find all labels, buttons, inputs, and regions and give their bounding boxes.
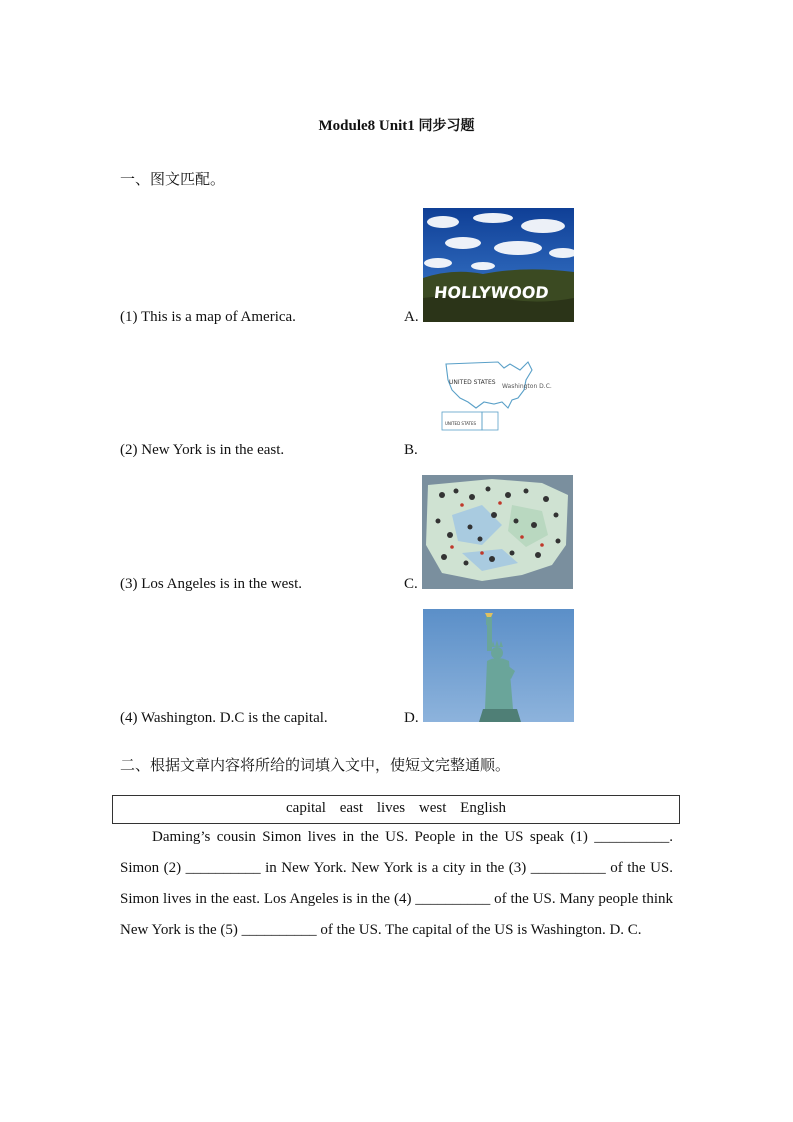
statue-of-liberty-photo bbox=[423, 609, 574, 722]
match-row-3 bbox=[0, 573, 793, 595]
match-sentence-2: (2) New York is in the east. bbox=[120, 442, 285, 458]
hollywood-sign-photo bbox=[423, 208, 574, 322]
option-letter-c: C. bbox=[404, 576, 418, 592]
word-bank-item: English bbox=[460, 800, 506, 816]
match-sentence-3: (3) Los Angeles is in the west. bbox=[120, 576, 303, 592]
match-row-2 bbox=[0, 439, 793, 461]
word-bank-item: lives bbox=[376, 800, 406, 816]
word-bank-item: east bbox=[339, 800, 364, 816]
option-letter-d: D. bbox=[404, 710, 419, 726]
hollywood-sign-text: HOLLYWOOD bbox=[433, 283, 550, 302]
section1-heading: 一、图文匹配。 bbox=[120, 170, 226, 188]
map-inset-label: UNITED STATES bbox=[445, 421, 477, 426]
word-bank-item: capital bbox=[286, 800, 326, 816]
match-row-4 bbox=[0, 707, 793, 729]
match-row-1 bbox=[0, 306, 793, 328]
match-sentence-1: (1) This is a map of America. bbox=[120, 309, 296, 325]
option-letter-b: B. bbox=[404, 442, 418, 458]
us-outline-map-icon bbox=[440, 358, 558, 432]
word-bank-item: west bbox=[418, 800, 447, 816]
map-capital-label: Washington D.C. bbox=[502, 383, 552, 390]
word-bank-box bbox=[112, 795, 680, 824]
option-letter-a: A. bbox=[404, 309, 419, 325]
match-sentence-4: (4) Washington. D.C is the capital. bbox=[120, 710, 328, 726]
map-country-label: UNITED STATES bbox=[449, 379, 496, 386]
section2-heading: 二、根据文章内容将所给的词填入文中，使短文完整通顺。 bbox=[120, 756, 511, 774]
passage-text: Daming’s cousin Simon lives in the US. People in the US speak (1) __________. Simon (2) __________ in New York. New York is a city in the (3) __________ of the US. Simon lives in the east. Los Angeles is in the (4) __________ of the US. Many people think New York is the (5) __________ of the US. The capital of the US is Washington. D. C. bbox=[120, 829, 673, 938]
page-title bbox=[0, 115, 793, 137]
title-chinese: 同步习题 bbox=[418, 118, 475, 134]
cloze-passage bbox=[120, 822, 673, 946]
title-english: Module8 Unit1 bbox=[318, 118, 415, 134]
tourist-map-photo bbox=[422, 475, 573, 589]
